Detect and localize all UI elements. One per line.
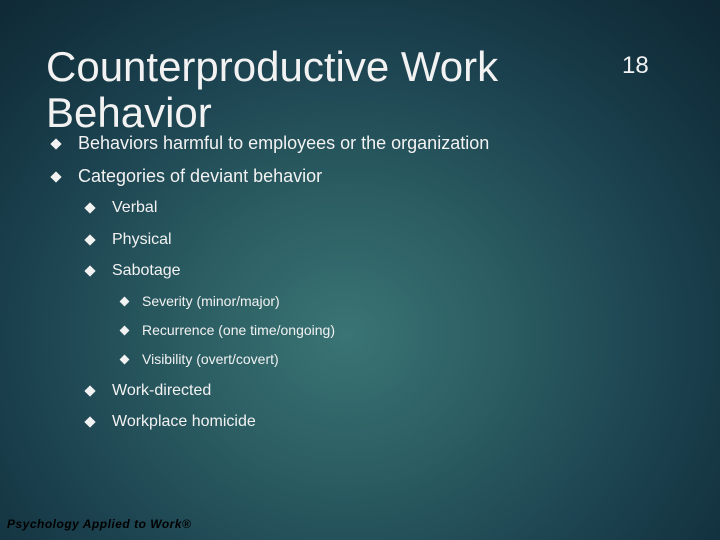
bullet-item	[86, 199, 157, 217]
bullet-text: Behaviors harmful to employees or the organization	[78, 133, 490, 153]
bullet-item	[86, 413, 256, 431]
bullet-item	[52, 166, 322, 187]
bullet-item	[86, 231, 172, 249]
bullet-item	[86, 382, 211, 400]
diamond-bullet-icon	[120, 296, 130, 306]
bullet-text: Severity (minor/major)	[142, 293, 280, 309]
bullet-item	[121, 322, 335, 338]
bullet-text: Physical	[112, 231, 172, 248]
slide-title: Counterproductive Work Behavior	[46, 43, 499, 136]
bullet-item	[86, 262, 181, 280]
bullet-text: Workplace homicide	[112, 413, 256, 430]
bullet-item	[52, 133, 489, 154]
diamond-bullet-icon	[50, 138, 61, 149]
diamond-bullet-icon	[84, 416, 95, 427]
bullet-text: Visibility (overt/covert)	[142, 351, 279, 367]
page-number: 18	[622, 52, 649, 79]
diamond-bullet-icon	[84, 202, 95, 213]
bullet-item	[121, 351, 279, 367]
bullet-item	[121, 293, 280, 309]
bullet-text: Categories of deviant behavior	[78, 166, 323, 186]
bullet-text: Sabotage	[112, 262, 181, 279]
footer-credit: Psychology Applied to Work®	[7, 517, 192, 531]
diamond-bullet-icon	[50, 171, 61, 182]
diamond-bullet-icon	[84, 265, 95, 276]
diamond-bullet-icon	[84, 385, 95, 396]
bullet-text: Verbal	[112, 199, 158, 216]
diamond-bullet-icon	[84, 234, 95, 245]
diamond-bullet-icon	[120, 354, 130, 364]
bullet-text: Recurrence (one time/ongoing)	[142, 322, 335, 338]
diamond-bullet-icon	[120, 325, 130, 335]
bullet-text: Work-directed	[112, 382, 212, 399]
